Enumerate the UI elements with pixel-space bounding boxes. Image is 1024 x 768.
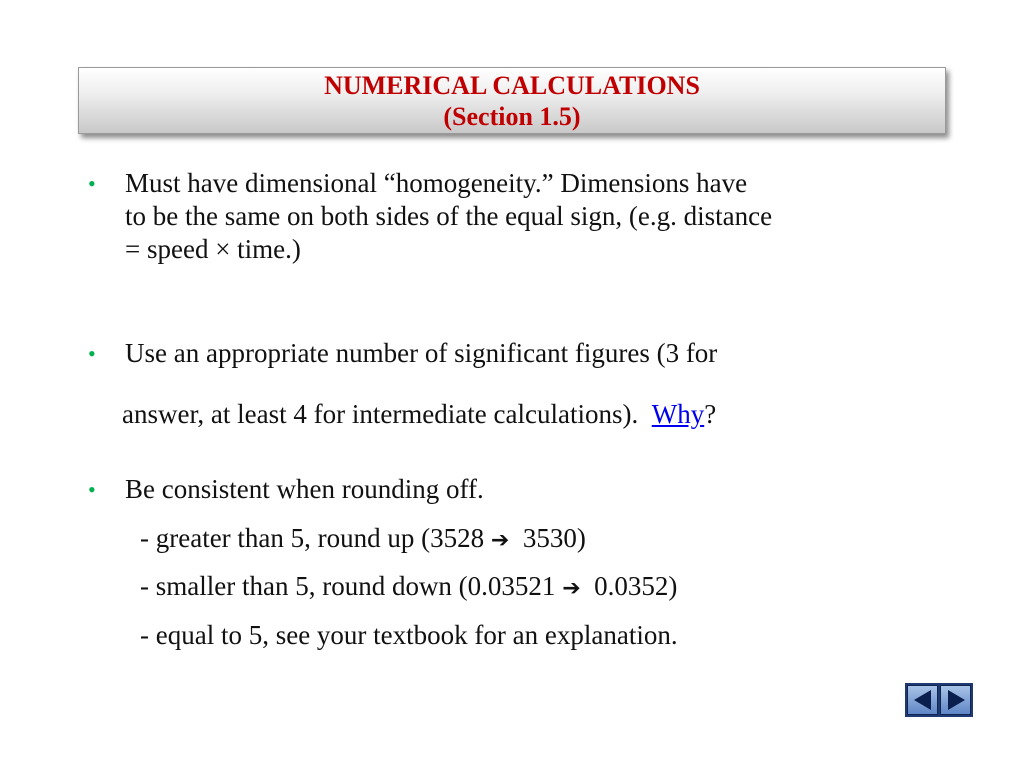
slide-navigation — [905, 683, 973, 717]
bullet-continuation — [122, 398, 716, 431]
bullet-text — [125, 473, 484, 506]
arrow-right-icon: ➔ — [490, 528, 510, 553]
why-link[interactable]: Why — [651, 399, 705, 429]
rule-text: - smaller than 5, round down (0.03521 — [140, 571, 556, 601]
arrow-right-icon: ➔ — [562, 576, 581, 601]
bullet-text — [125, 337, 717, 370]
rule-text: - equal to 5, see your textbook for an explanation. — [140, 620, 678, 650]
rule-result: 3530) — [522, 523, 586, 553]
slide-subtitle: (Section 1.5) — [443, 102, 581, 131]
previous-slide-button[interactable] — [907, 685, 938, 715]
rule-result: 0.0352) — [594, 571, 678, 601]
bullet-marker: • — [88, 341, 96, 366]
triangle-right-icon — [944, 688, 968, 712]
bullet-line: answer, at least 4 for intermediate calculations). — [122, 399, 639, 429]
bullet-text — [125, 167, 772, 266]
next-slide-button[interactable] — [940, 685, 971, 715]
slide-title: NUMERICAL CALCULATIONS — [324, 71, 700, 100]
question-mark: ? — [704, 399, 717, 429]
rounding-rule-greater — [140, 522, 586, 557]
bullet-line: Be consistent when rounding off. — [125, 474, 484, 504]
rule-text: - greater than 5, round up (3528 — [140, 523, 485, 553]
bullet-line: Must have dimensional “homogeneity.” Dimensions have — [125, 168, 748, 198]
slide-title-box — [78, 67, 946, 134]
bullet-line: to be the same on both sides of the equal sign, (e.g. distance — [125, 201, 773, 231]
bullet-marker: • — [88, 477, 96, 502]
bullet-line: = speed × time.) — [125, 234, 301, 264]
rounding-rule-equal — [140, 619, 678, 652]
triangle-left-icon — [911, 688, 935, 712]
bullet-marker: • — [88, 171, 96, 196]
bullet-line: Use an appropriate number of significant figures (3 for — [125, 338, 718, 368]
rounding-rule-smaller — [140, 570, 677, 605]
